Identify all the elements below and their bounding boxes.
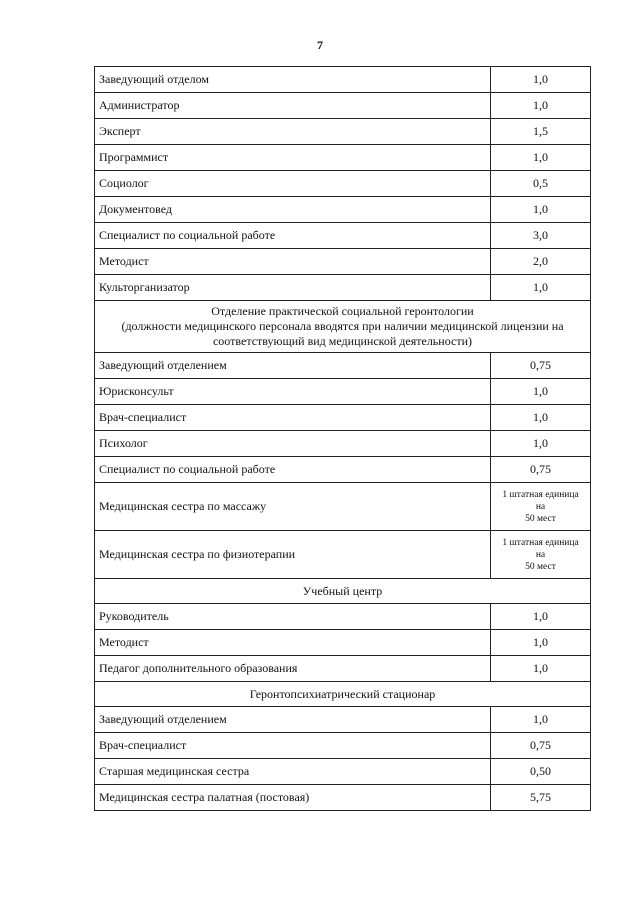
position-cell: Психолог <box>95 431 491 457</box>
table-row <box>95 379 591 405</box>
section-title-line: Отделение практической социальной геронтологии <box>211 304 474 318</box>
position-cell: Документовед <box>95 197 491 223</box>
staff-units-cell: 1,5 <box>491 119 591 145</box>
staff-units-cell: 5,75 <box>491 785 591 811</box>
position-cell: Заведующий отделением <box>95 353 491 379</box>
staff-units-cell: 1,0 <box>491 275 591 301</box>
staffing-table-body <box>95 67 591 811</box>
staff-units-cell: 1,0 <box>491 707 591 733</box>
position-cell: Заведующий отделом <box>95 67 491 93</box>
position-cell: Специалист по социальной работе <box>95 457 491 483</box>
section-title-line: Учебный центр <box>302 583 383 598</box>
position-cell: Методист <box>95 249 491 275</box>
table-row <box>95 93 591 119</box>
position-cell: Администратор <box>95 93 491 119</box>
table-row <box>95 630 591 656</box>
staff-units-cell: 1,0 <box>491 67 591 93</box>
staff-units-cell: 0,50 <box>491 759 591 785</box>
table-row <box>95 145 591 171</box>
table-row <box>95 405 591 431</box>
position-cell: Культорганизатор <box>95 275 491 301</box>
staff-units-cell: 1,0 <box>491 604 591 630</box>
position-cell: Медицинская сестра палатная (постовая) <box>95 785 491 811</box>
table-row <box>95 353 591 379</box>
staffing-table <box>94 66 591 811</box>
position-cell: Старшая медицинская сестра <box>95 759 491 785</box>
staff-units-cell: 2,0 <box>491 249 591 275</box>
position-cell: Юрисконсульт <box>95 379 491 405</box>
position-cell: Методист <box>95 630 491 656</box>
position-cell: Социолог <box>95 171 491 197</box>
table-row <box>95 223 591 249</box>
staff-units-cell: 1,0 <box>491 197 591 223</box>
table-row <box>95 457 591 483</box>
staff-units-cell: 0,5 <box>491 171 591 197</box>
table-row <box>95 249 591 275</box>
staff-units-line: 50 мест <box>525 513 556 524</box>
section-header-row <box>95 301 591 353</box>
table-row <box>95 197 591 223</box>
position-cell: Педагог дополнительного образования <box>95 656 491 682</box>
staff-units-cell <box>491 483 591 531</box>
position-cell: Специалист по социальной работе <box>95 223 491 249</box>
table-row <box>95 275 591 301</box>
position-cell: Руководитель <box>95 604 491 630</box>
table-row <box>95 707 591 733</box>
position-cell: Врач-специалист <box>95 405 491 431</box>
section-title-line: Геронтопсихиатрический стационар <box>249 686 436 701</box>
table-row <box>95 67 591 93</box>
staff-units-cell <box>491 531 591 579</box>
staff-units-cell: 0,75 <box>491 457 591 483</box>
staff-units-cell: 1,0 <box>491 379 591 405</box>
staff-units-line: 1 штатная единица <box>502 537 579 548</box>
staff-units-line: 50 мест <box>525 561 556 572</box>
staff-units-line: на <box>535 549 546 560</box>
position-cell: Эксперт <box>95 119 491 145</box>
section-title-line: соответствующий вид медицинской деятельности) <box>212 334 472 348</box>
staff-units-cell: 0,75 <box>491 353 591 379</box>
table-row <box>95 785 591 811</box>
table-row <box>95 733 591 759</box>
staff-units-line: 1 штатная единица <box>502 489 579 500</box>
section-header-row <box>95 579 591 604</box>
table-row <box>95 119 591 145</box>
staff-units-cell: 1,0 <box>491 93 591 119</box>
table-row <box>95 531 591 579</box>
position-cell: Врач-специалист <box>95 733 491 759</box>
position-cell: Программист <box>95 145 491 171</box>
staff-units-cell: 0,75 <box>491 733 591 759</box>
position-cell: Заведующий отделением <box>95 707 491 733</box>
table-row <box>95 171 591 197</box>
staff-units-line: на <box>535 501 546 512</box>
section-title <box>95 682 591 707</box>
position-cell: Медицинская сестра по физиотерапии <box>95 531 491 579</box>
staff-units-cell: 1,0 <box>491 656 591 682</box>
table-row <box>95 759 591 785</box>
section-title-line: (должности медицинского персонала вводятся при наличии медицинской лицензии на <box>121 319 564 333</box>
page-number: 7 <box>317 38 323 52</box>
section-title <box>95 579 591 604</box>
position-cell: Медицинская сестра по массажу <box>95 483 491 531</box>
staff-units-cell: 1,0 <box>491 431 591 457</box>
table-row <box>95 431 591 457</box>
table-row <box>95 604 591 630</box>
staff-units-cell: 1,0 <box>491 405 591 431</box>
section-header-row <box>95 682 591 707</box>
table-row <box>95 483 591 531</box>
staff-units-cell: 1,0 <box>491 630 591 656</box>
table-row <box>95 656 591 682</box>
section-title <box>95 301 591 353</box>
staff-units-cell: 3,0 <box>491 223 591 249</box>
staff-units-cell: 1,0 <box>491 145 591 171</box>
